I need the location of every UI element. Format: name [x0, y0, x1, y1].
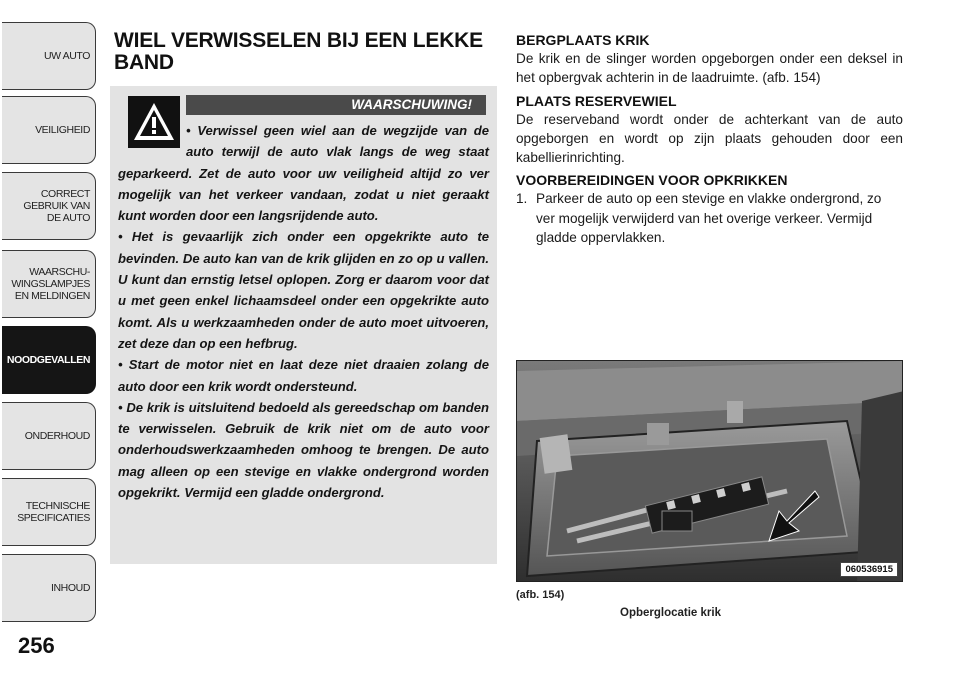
photo-illustration: [517, 361, 903, 582]
warning-paragraph: • Het is gevaarlijk zich onder een opgekrikte auto te bevinden. De auto kan van de krik glijden en zo op u vallen. U kunt dan ernstig letsel oplopen. Zorg er daarom voor dat u met geen enkel lichaamsdeel onder een opgekrikte auto komt. Als u werkzaamheden onder de auto moet uitvoeren, zet deze dan op een hefbrug.: [118, 229, 489, 351]
tab-technische-specificaties[interactable]: TECHNISCHE SPECIFICATIES: [2, 478, 96, 546]
warning-text: [118, 120, 489, 503]
right-column: [516, 31, 903, 247]
section-heading: WIEL VERWISSELEN BIJ EEN LEKKE BAND: [114, 29, 483, 74]
figure-reference: (afb. 154): [516, 589, 565, 601]
figure-caption: Opberglocatie krik: [620, 607, 721, 619]
tab-veiligheid[interactable]: VEILIGHEID: [2, 96, 96, 164]
subheading-voorbereidingen: VOORBEREIDINGEN VOOR OPKRIKKEN: [516, 172, 788, 189]
step-text: Parkeer de auto op een stevige en vlakke ondergrond, zo ver mogelijk verwijderd van het overige verkeer. Vermijd gladde oppervlakken.: [536, 191, 882, 246]
page-number: 256: [18, 633, 55, 658]
warning-paragraph: • De krik is uitsluitend bedoeld als gereedschap om banden te verwisselen. Gebruik de krik niet om de auto voor onderhoudswerkzaamheden omhoog te brengen. De auto mag alleen op een stevige en vlakke ondergrond worden opgekrikt. Vermijd een gladde ondergrond.: [118, 399, 489, 501]
subheading-reservewiel: PLAATS RESERVEWIEL: [516, 92, 677, 109]
warning-box: [110, 86, 497, 564]
step-item: [516, 189, 903, 247]
jack-storage-photo: [516, 360, 903, 582]
tab-onderhoud[interactable]: ONDERHOUD: [2, 402, 96, 470]
warning-paragraph: • Verwissel geen wiel aan de wegzijde van de auto terwijl de auto vlak langs de weg staat geparkeerd. Zet de auto voor uw veiligheid altijd zo ver mogelijk van het verkeer vandaan, zodat u niet geraakt kunt worden door een langsrijdende auto.: [118, 123, 489, 224]
warning-title: WAARSCHUWING!: [186, 95, 486, 115]
subheading-bergplaats: BERGPLAATS KRIK: [516, 32, 650, 48]
photo-code-label: 060536915: [840, 562, 898, 577]
step-number: 1.: [516, 191, 528, 207]
warning-paragraph: • Start de motor niet en laat deze niet draaien zolang de auto door een krik wordt ondersteund.: [118, 357, 489, 394]
tab-correct-gebruik[interactable]: CORRECT GEBRUIK VAN DE AUTO: [2, 172, 96, 240]
tab-waarschuwingslampjes[interactable]: WAARSCHU- WINGSLAMPJES EN MELDINGEN: [2, 250, 96, 318]
paragraph-reservewiel: De reserveband wordt onder de achterkant van de auto opgeborgen en wordt op zijn plaats gehouden door een kabellierinrichting.: [516, 111, 903, 166]
tab-inhoud[interactable]: INHOUD: [2, 554, 96, 622]
tab-noodgevallen[interactable]: NOODGEVALLEN: [2, 326, 96, 394]
tab-uw-auto[interactable]: UW AUTO: [2, 22, 96, 90]
paragraph-bergplaats: De krik en de slinger worden opgeborgen onder een deksel in het opbergvak achterin in de laadruimte. (afb. 154): [516, 51, 903, 86]
